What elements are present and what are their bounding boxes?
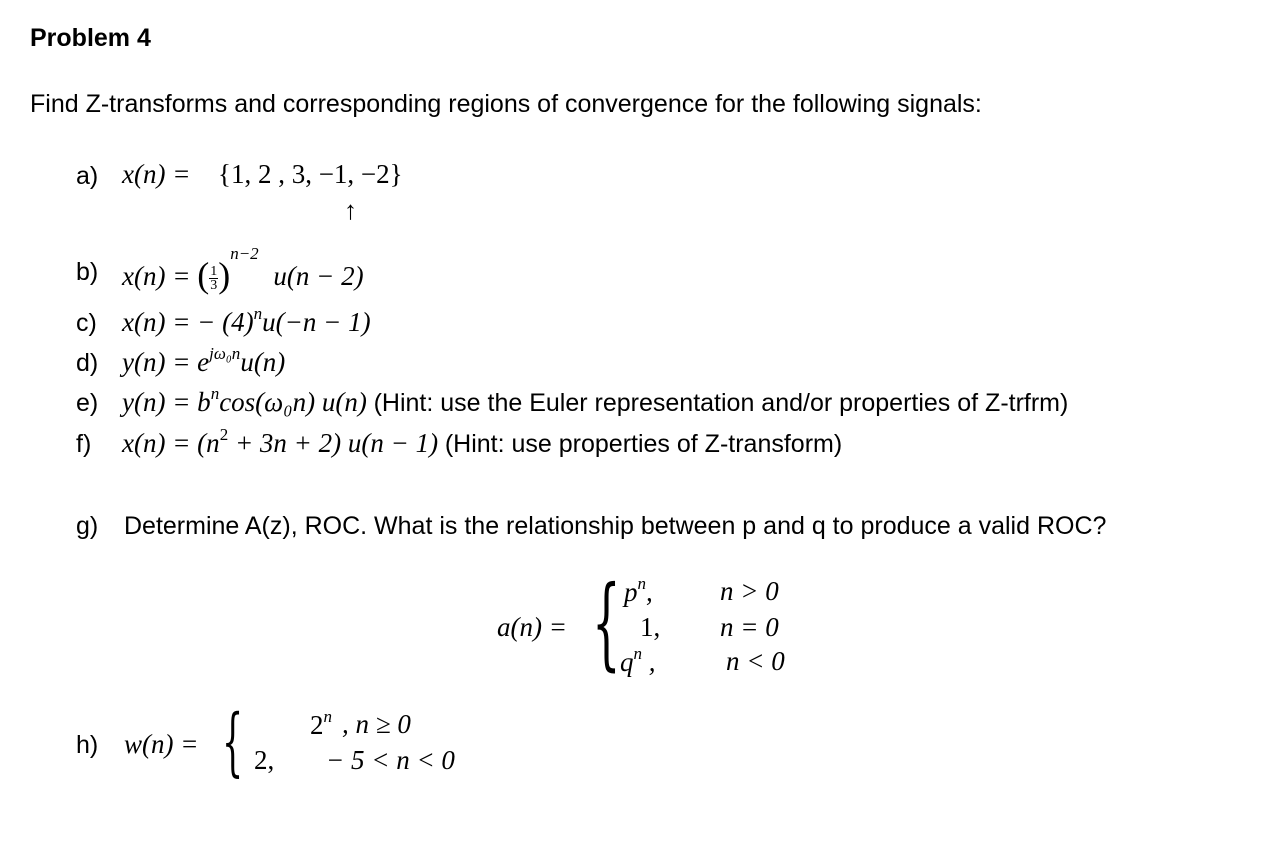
piecewise-a-lhs: a(n) = bbox=[497, 612, 567, 642]
fraction-denominator: 3 bbox=[210, 278, 218, 294]
piecewise-a-row-1-base: p bbox=[624, 577, 638, 607]
piecewise-w-row-1-exp: n bbox=[323, 707, 332, 726]
item-f-expr: x(n) = (n bbox=[122, 428, 220, 458]
right-paren: ) bbox=[218, 255, 231, 295]
item-f-label: f) bbox=[76, 430, 92, 458]
piecewise-a-row-2-value: 1, bbox=[640, 612, 661, 642]
piecewise-a-row-3-cond: n < 0 bbox=[726, 646, 785, 676]
item-b-lhs: x(n) = bbox=[122, 261, 191, 291]
item-d-expression bbox=[122, 346, 285, 378]
piecewise-a-row-1-value bbox=[624, 576, 653, 608]
item-d-exponent: jω₀n bbox=[209, 344, 241, 363]
fraction bbox=[209, 265, 218, 292]
item-d-tail: u(n) bbox=[240, 347, 286, 377]
item-e-label: e) bbox=[76, 389, 99, 417]
item-e-hint: (Hint: use the Euler representation and/or properties of Z-trfrm) bbox=[373, 389, 1069, 417]
item-c-expression bbox=[122, 306, 371, 338]
item-h-label: h) bbox=[76, 731, 99, 759]
piecewise-w-lhs: w(n) = bbox=[124, 729, 199, 759]
fraction-numerator: 1 bbox=[210, 264, 218, 280]
piecewise-w-row-2-cond: − 5 < n < 0 bbox=[326, 745, 455, 775]
item-b-expression bbox=[122, 244, 364, 295]
item-b-exponent: n−2 bbox=[230, 244, 259, 263]
piecewise-w-row-1-base: 2 bbox=[310, 710, 324, 740]
item-e-expr: y(n) = b bbox=[122, 387, 211, 417]
item-c-tail: u(−n − 1) bbox=[262, 307, 371, 337]
item-g-label: g) bbox=[76, 512, 99, 540]
item-f-exponent: 2 bbox=[219, 425, 229, 444]
piecewise-a-row-3-exp: n bbox=[633, 644, 642, 663]
item-d-label: d) bbox=[76, 349, 99, 377]
piecewise-a-brace: { bbox=[592, 564, 621, 681]
item-f-expression bbox=[122, 427, 842, 459]
piecewise-a-row-3-value bbox=[620, 646, 656, 678]
item-c-label: c) bbox=[76, 309, 97, 337]
item-d-expr: y(n) = e bbox=[122, 347, 210, 377]
piecewise-a-row-1-exp: n bbox=[637, 574, 646, 593]
piecewise-a-row-3-comma: , bbox=[642, 647, 656, 677]
piecewise-a-row-2-cond: n = 0 bbox=[720, 612, 779, 642]
item-c-exponent: n bbox=[253, 304, 263, 323]
problem-title: Problem 4 bbox=[30, 24, 151, 52]
piecewise-a-row-1-cond: n > 0 bbox=[720, 576, 779, 606]
item-g-text: Determine A(z), ROC. What is the relationship between p and q to produce a valid ROC? bbox=[124, 512, 1107, 540]
piecewise-w-brace: { bbox=[222, 699, 244, 785]
item-a-sequence: {1, 2 , 3, −1, −2} bbox=[218, 159, 403, 189]
item-f-tail: + 3n + 2) u(n − 1) bbox=[234, 428, 439, 458]
item-c-expr: x(n) = − (4) bbox=[122, 307, 254, 337]
piecewise-a-row-1-comma: , bbox=[646, 577, 653, 607]
piecewise-w-row-1-cond: , n ≥ 0 bbox=[342, 709, 411, 739]
problem-intro: Find Z-transforms and corresponding regions of convergence for the following signals: bbox=[30, 90, 982, 118]
piecewise-a-row-3-base: q bbox=[620, 647, 634, 677]
item-a-label: a) bbox=[76, 162, 99, 190]
piecewise-w-row-1-value bbox=[310, 709, 332, 741]
origin-arrow-icon: ↑ bbox=[344, 196, 357, 225]
item-e-tail: cos(ω₀n) u(n) bbox=[219, 387, 367, 417]
item-e-exponent: n bbox=[210, 384, 220, 403]
left-paren: ( bbox=[197, 255, 210, 295]
item-b-label: b) bbox=[76, 258, 99, 286]
item-f-hint: (Hint: use properties of Z-transform) bbox=[444, 430, 843, 458]
item-b-tail: u(n − 2) bbox=[273, 261, 364, 291]
item-a-lhs: x(n) = bbox=[122, 159, 191, 189]
item-e-expression bbox=[122, 386, 1068, 418]
piecewise-w-row-2-value: 2, bbox=[254, 745, 275, 775]
